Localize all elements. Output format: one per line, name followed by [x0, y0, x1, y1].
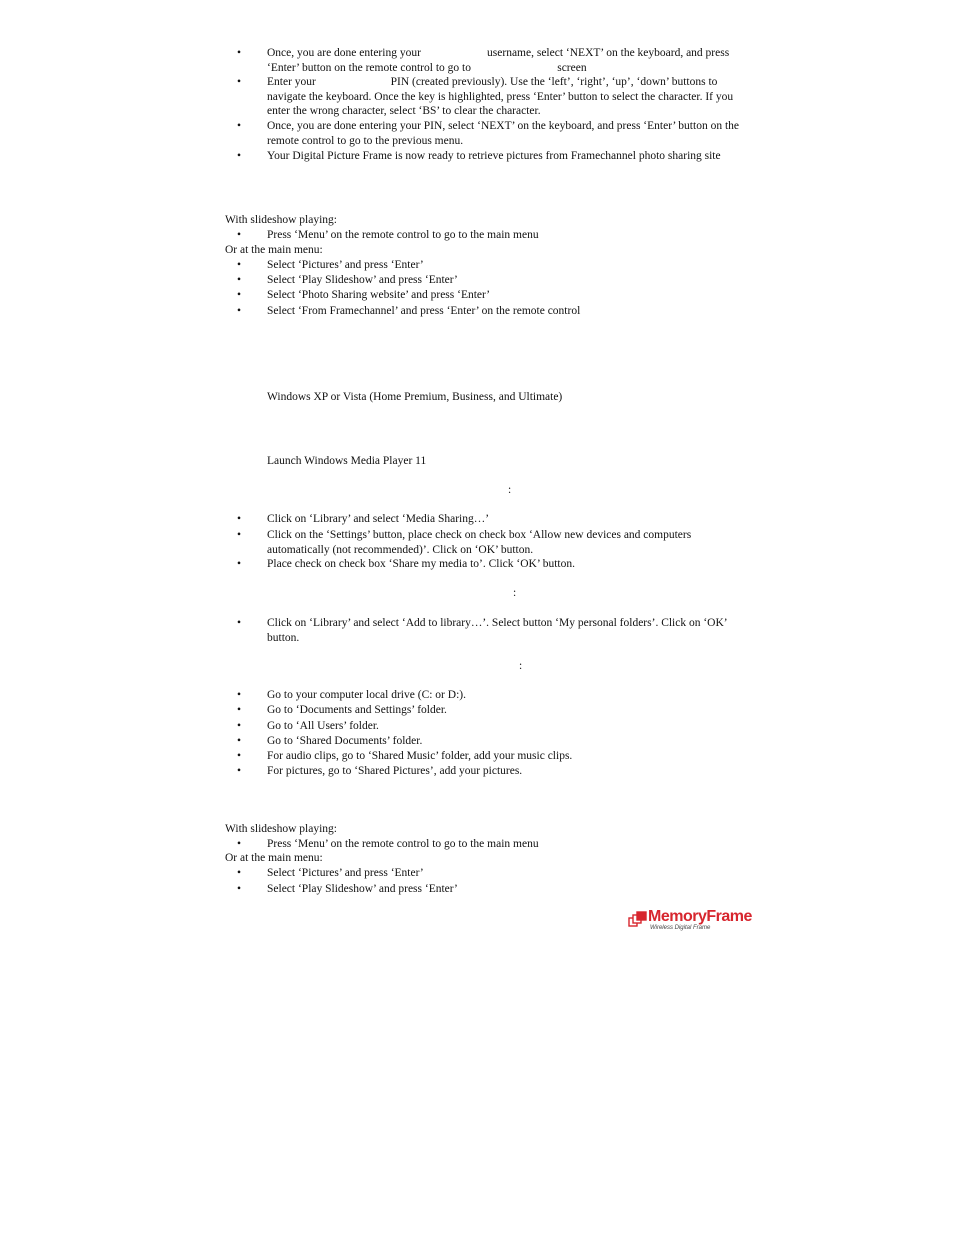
heading-colon: : [519, 660, 523, 672]
section-alt: Or at the main menu: [225, 244, 323, 256]
bullet: • [237, 120, 242, 132]
heading-colon: : [508, 484, 512, 496]
list-item: Go to your computer local drive (C: or D:). [267, 689, 466, 701]
list-item: For pictures, go to ‘Shared Pictures’, add your pictures. [267, 765, 523, 777]
bullet: • [237, 76, 242, 88]
section-alt: Or at the main menu: [225, 852, 323, 864]
bullet: • [237, 838, 242, 850]
launch-text: Launch Windows Media Player 11 [267, 455, 427, 467]
list-item: Click on ‘Library’ and select ‘Add to library…’. Select button ‘My personal folders’. Click on ‘OK’ button. [267, 617, 727, 644]
list-item: Go to ‘All Users’ folder. [267, 720, 379, 732]
list-item: Your Digital Picture Frame is now ready to retrieve pictures from Framechannel photo sharing site [267, 150, 721, 162]
bullet: • [237, 229, 242, 241]
section-intro: With slideshow playing: [225, 823, 337, 835]
list-item: Select ‘Photo Sharing website’ and press ‘Enter’ [267, 289, 491, 301]
list-item: Click on ‘Library’ and select ‘Media Sharing…’ [267, 513, 490, 525]
frames-icon [628, 910, 648, 930]
bullet: • [237, 259, 242, 271]
list-item: Go to ‘Shared Documents’ folder. [267, 735, 423, 747]
bullet: • [237, 47, 242, 59]
bullet: • [237, 274, 242, 286]
list-item: Press ‘Menu’ on the remote control to go to the main menu [267, 229, 539, 241]
bullet: • [237, 529, 242, 541]
section-intro: With slideshow playing: [225, 214, 337, 226]
list-item: Once, you are done entering your PIN, select ‘NEXT’ on the keyboard, and press ‘Enter’ button on the remote control to go to the previous menu. [267, 120, 739, 147]
bullet: • [237, 704, 242, 716]
bullet: • [237, 750, 242, 762]
bullet: • [237, 883, 242, 895]
list-item: Place check on check box ‘Share my media to’. Click ‘OK’ button. [267, 558, 575, 570]
memoryframe-logo [628, 908, 752, 934]
bullet: • [237, 150, 242, 162]
list-item: Click on the ‘Settings’ button, place check on check box ‘Allow new devices and computers automatically (not recommended)’. Click on ‘OK’ button. [267, 529, 692, 556]
list-item: Select ‘Pictures’ and press ‘Enter’ [267, 867, 424, 879]
heading-colon: : [513, 587, 517, 599]
bullet: • [237, 305, 242, 317]
list-item: Select ‘Play Slideshow’ and press ‘Enter’ [267, 274, 458, 286]
bullet: • [237, 867, 242, 879]
list-item: Enter your PIN (created previously). Use the ‘left’, ‘right’, ‘up’, ‘down’ buttons to navigate the keyboard. Once the key is highlighted, press ‘Enter’ button to select the character. If you enter the wrong character, select ‘BS’ to clear the character. [267, 76, 736, 117]
logo-tagline: Wireless Digital Frame [650, 925, 711, 931]
bullet: • [237, 735, 242, 747]
bullet: • [237, 558, 242, 570]
list-item: Press ‘Menu’ on the remote control to go to the main menu [267, 838, 539, 850]
list-item: Select ‘Play Slideshow’ and press ‘Enter’ [267, 883, 458, 895]
requirements-text: Windows XP or Vista (Home Premium, Business, and Ultimate) [267, 391, 563, 403]
bullet: • [237, 765, 242, 777]
bullet: • [237, 513, 242, 525]
list-item: Go to ‘Documents and Settings’ folder. [267, 704, 447, 716]
bullet: • [237, 689, 242, 701]
bullet: • [237, 720, 242, 732]
list-item: Select ‘Pictures’ and press ‘Enter’ [267, 259, 424, 271]
bullet: • [237, 617, 242, 629]
list-item: For audio clips, go to ‘Shared Music’ folder, add your music clips. [267, 750, 573, 762]
list-item: Select ‘From Framechannel’ and press ‘Enter’ on the remote control [267, 305, 581, 317]
bullet: • [237, 289, 242, 301]
list-item: Once, you are done entering your username, select ‘NEXT’ on the keyboard, and press ‘Enter’ button on the remote control to go to screen [267, 47, 733, 74]
logo-wordmark: MemoryFrame [648, 908, 752, 925]
